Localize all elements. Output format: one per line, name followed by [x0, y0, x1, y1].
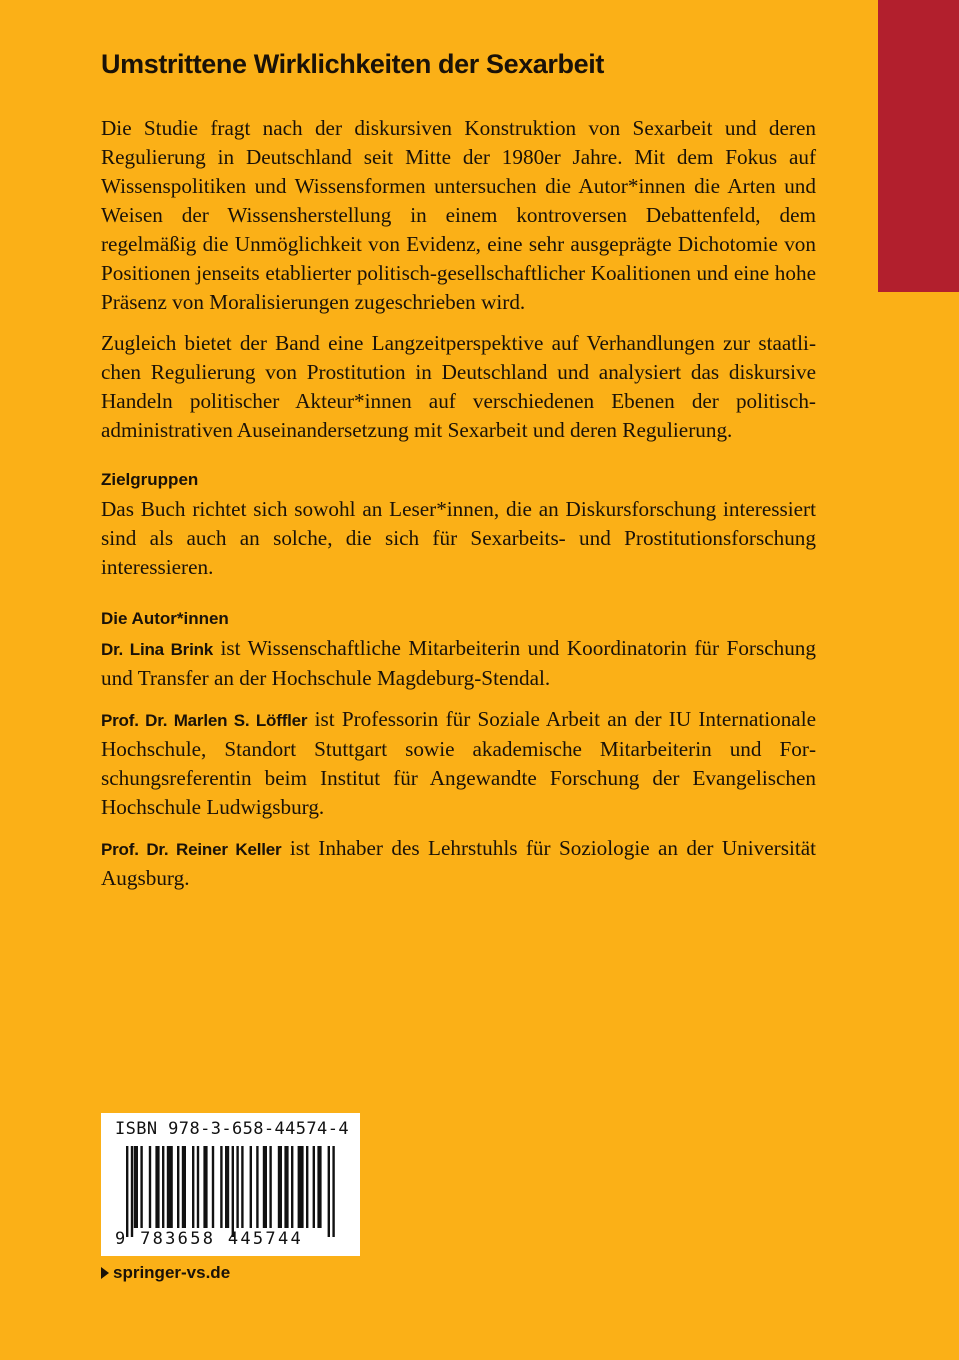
red-corner-tab — [878, 0, 959, 292]
isbn-barcode — [101, 1113, 360, 1256]
barcode-bar — [197, 1146, 199, 1228]
publisher-link[interactable] — [101, 1263, 230, 1283]
barcode-bar — [263, 1146, 267, 1228]
author-name: Dr. Lina Brink — [101, 640, 214, 659]
ean-digits: 9 783658 445744 — [115, 1229, 304, 1249]
barcode-bar — [149, 1146, 151, 1228]
publisher-url: springer-vs.de — [113, 1263, 231, 1282]
barcode-bar — [317, 1146, 321, 1228]
description-paragraph-2: Zugleich bietet der Band eine Langzeitperspektive auf Verhandlungen zur staatlichen Regulierung von Prostitution in Deutschland und analysiert das diskursive Handeln politischer Akteur*innen auf verschiedenen Ebenen der politisch-administrativen Auseinandersetzung mit Sexarbeit und deren Regulierung. — [101, 331, 816, 442]
barcode-bar — [332, 1146, 334, 1237]
barcode-bar — [306, 1146, 308, 1228]
author-entry-3 — [101, 834, 816, 893]
barcode-bar — [328, 1146, 330, 1237]
author-entry-1 — [101, 634, 816, 693]
barcode-bar — [140, 1146, 142, 1228]
barcode-bar — [250, 1146, 252, 1228]
blurb-content — [101, 44, 816, 905]
barcode-bar — [212, 1146, 214, 1228]
barcode-bar — [298, 1146, 304, 1228]
barcode-bar — [134, 1146, 138, 1228]
barcode-bar — [167, 1146, 173, 1228]
barcode-bar — [291, 1146, 293, 1228]
barcode-bar — [203, 1146, 207, 1228]
author-name: Prof. Dr. Marlen S. Löffler — [101, 711, 308, 730]
barcode-bar — [256, 1146, 258, 1228]
target-group-heading: Zielgruppen — [101, 470, 199, 489]
barcode-bar — [269, 1146, 271, 1228]
barcode-bar — [313, 1146, 315, 1228]
author-entry-2 — [101, 705, 816, 822]
author-bio: ist Professorin für Soziale Arbeit an der IU Internationale Hochschule, Standort Stuttgart sowie akademische Mitarbeiterin und Forschungsreferentin beim Institut für Angewandte Forschung der Evangelischen Hochschule Ludwigsburg. — [101, 707, 817, 819]
target-group-text: Das Buch richtet sich sowohl an Leser*innen, die an Diskursforschung interessiert sind als auch an solche, die sich für Sexarbeits- und Prostitutionsforschung interessieren. — [101, 497, 816, 579]
barcode-bar — [236, 1146, 238, 1228]
barcode-bar — [162, 1146, 164, 1228]
author-name: Prof. Dr. Reiner Keller — [101, 840, 282, 859]
author-bio: ist Wissenschaftliche Mitarbeiterin und Koordinatorin für Forschung und Transfer an der Hochschule Magdeburg-Stendal. — [101, 636, 816, 690]
authors-heading: Die Autor*innen — [101, 609, 229, 628]
barcode-bar — [241, 1146, 243, 1228]
barcode-bar — [182, 1146, 186, 1228]
barcode-bar — [225, 1146, 229, 1228]
barcode-bar — [155, 1146, 159, 1228]
barcode-bar — [220, 1146, 222, 1228]
barcode-bar — [232, 1146, 234, 1237]
barcode-bar — [126, 1146, 128, 1237]
barcode-bar — [192, 1146, 194, 1228]
isbn-label: ISBN 978-3-658-44574-4 — [115, 1119, 349, 1139]
description-paragraph-1: Die Studie fragt nach der diskursiven Konstruktion von Sexarbeit und deren Regulierung in Deutschland seit Mitte der 1980er Jahre. Mit dem Fokus auf Wissenspolitiken und Wissensformen untersuchen die Autor*innen die Arten und Weisen der Wissensherstellung in einem kontroversen Debattenfeld, dem regelmäßig die Unmöglichkeit von Evidenz, eine sehr ausgeprägte Dichotomie von Positionen jenseits etablierter politisch-gesellschaftlicher Koalitionen und eine hohe Präsenz von Moralisierungen zugeschrieben wird. — [101, 116, 816, 314]
barcode-bar — [284, 1146, 288, 1228]
barcode-bar — [177, 1146, 179, 1228]
book-title: Umstrittene Wirklichkeiten der Sexarbeit — [101, 49, 604, 79]
barcode-bar — [131, 1146, 133, 1237]
barcode-bar — [278, 1146, 282, 1228]
arrow-right-icon — [101, 1267, 109, 1279]
author-bio: ist Inhaber des Lehrstuhls für Soziologie an der Universität Augsburg. — [101, 836, 817, 890]
